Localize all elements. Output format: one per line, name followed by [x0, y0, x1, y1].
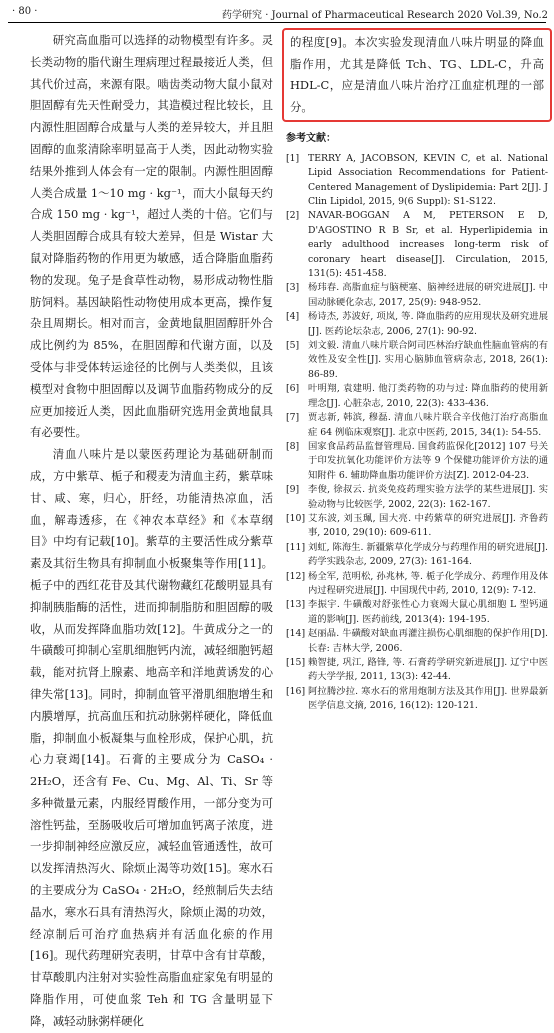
- reference-item: [286, 656, 548, 685]
- reference-number: [5]: [286, 340, 300, 352]
- reference-text: 艾东波, 刘玉珮, 国大亮. 中药紫草的研究进展[J]. 齐鲁药事, 2010, 29(10): 609-611.: [308, 512, 548, 539]
- reference-number: [16]: [286, 685, 306, 697]
- reference-number: [10]: [286, 512, 306, 524]
- reference-text: 李俊, 徐叔云. 抗炎免疫药理实验方法学的某些进展[J]. 实验动物与比较医学, 2002, 22(3): 162-167.: [308, 484, 548, 510]
- paragraph-herbal-ingredients: 清血八味片是以蒙医药理论为基础研制而成，方中紫草、栀子和稷麦为清血主药，紫草味甘、咸、寒，归心，肝经，功能清热凉血，活血，解毒透疹，在《神农本草经》和《本草纲目》中均有记载[10]。紫草的主要活性成分紫草素及其衍生物具有抑制血小板聚集等作用[11]。栀子中的西红花苷及其代谢物藏红花酸明显具有抑制胰脂酶的活性，进而抑制脂肪和胆固醇的吸收，从而发挥降血脂功效[12]。牛黄成分之一的牛磺酸可抑制心室肌细胞钙内流，减轻细胞钙超载，能对抗肾上腺素、地高辛和洋地黄诱发的心律失常[13]。同时，抑制血管平滑肌细胞增生和内膜增厚，抗高血压和抗动脉粥样硬化，降低血脂，抑制血小板凝集与血栓形成，保护心肌，抗心力衰竭[14]。石膏的主要成分为 CaSO₄ · 2H₂O，还含有 Fe、Cu、Mg、Al、Ti、Sr 等多种微量元素，内服经胃酸作用，一部分变为可溶性钙盐，至肠吸收后可增加血钙离子浓度，进一步抑制神经应激反应，减轻血管通透性，故可以发挥清热泻火、除烦止渴等功效[15]。寒水石的主要成分为 CaSO₄ · 2H₂O，经煎制后失去结晶水，寒水石具有清热泻火，除烦止渴的功效，经凉制后可治疗血热病并有活血化瘀的作用[16]。现代药理研究表明，甘草中含有甘草酸，甘草酸肌内注射对实验性高脂血症家兔有明显的降脂作用，可使血浆 Teh 和 TG 含量明显下降，减轻动脉粥样硬化: [30, 447, 273, 1028]
- reference-item: [286, 411, 548, 440]
- reference-text: 刘文毅. 清血八味片联合阿司匹林治疗缺血性脑血管病的有效性及安全性[J]. 实用心脑肺血管病杂志, 2018, 26(1): 86-89.: [308, 340, 548, 380]
- reference-number: [13]: [286, 599, 306, 611]
- reference-number: [1]: [286, 152, 300, 164]
- reference-text: 赖智捷, 巩江, 路锋, 等. 石膏药学研究新进展[J]. 辽宁中医药大学学报, 2011, 13(3): 42-44.: [308, 657, 548, 683]
- reference-text: 贾志新, 韩滨, 穆磊. 清血八味片联合辛伐他汀治疗高脂血症 64 例临床观察[J]. 北京中医药, 2015, 34(1): 54-55.: [308, 412, 548, 438]
- reference-item: [286, 440, 548, 483]
- reference-item: [286, 310, 548, 339]
- reference-text: 阿拉腾沙拉. 寒水石的常用炮制方法及其作用[J]. 世界最新医学信息文摘, 2016, 16(12): 120-121.: [308, 685, 548, 712]
- reference-item: [286, 483, 548, 512]
- reference-item: [286, 685, 548, 714]
- references-title: 参考文献：: [286, 133, 336, 144]
- reference-number: [9]: [286, 484, 300, 496]
- reference-number: [7]: [286, 412, 300, 424]
- reference-number: [2]: [286, 210, 300, 222]
- reference-number: [8]: [286, 440, 300, 452]
- reference-text: 杨全军, 范明松, 孙兆林, 等. 栀子化学成分、药理作用及体内过程研究进展[J]. 中国现代中药, 2010, 12(9): 7-12.: [308, 570, 548, 596]
- reference-item: [286, 339, 548, 382]
- reference-text: TERRY A, JACOBSON, KEVIN C, et al. National Lipid Association Recommendations for Patient-Centered Management of Dyslipidemia: Part 2[J]. J Clin Lipidol, 2015, 9(6 Suppl): S1-S122.: [308, 152, 548, 208]
- reference-number: [12]: [286, 570, 306, 582]
- references-list: [286, 152, 548, 714]
- reference-number: [15]: [286, 657, 306, 669]
- highlighted-conclusion: 的程度[9]。本次实验发现清血八味片明显的降血脂作用，尤其是降低 Tch、TG、LDL-C，升高 HDL-C，应是清血八味片治疗冮血症机理的一部分。: [282, 28, 552, 122]
- reference-item: [286, 281, 548, 310]
- reference-text: 叶明翔, 袁建明. 他汀类药物的功与过: 降血脂药的使用新理念[J]. 心脏杂志, 2010, 22(3): 433-436.: [308, 383, 548, 409]
- paragraph-animal-models: 研究高血脂可以选择的动物模型有许多。灵长类动物的脂代谢生理病理过程最接近人类，但其代价过高，来源有限。啮齿类动物大鼠小鼠对胆固醇有先天性耐受力，其造模过程比较长，且内源性胆固醇合成量与人类的差异较大，并且胆固醇的血浆清除率明显高于人类，因此动物实验结果外推到人体会有一定的限制。内源性胆固醇人类合成量 1～10 mg · kg⁻¹，而大小鼠每天约合成 150 mg · kg⁻¹，超过人类的十倍。它们与人类胆固醇合成具有较大差异，但是 Wistar 大鼠对降脂药物的作用更为敏感，适合降脂血脂药物的发现。兔子是食草性动物，易形成动物性脂肪饲料。基因缺陷性动物使用成本更高，操作复杂且周期长。相对而言，金黄地鼠胆固醇肝外合成比例约为 85%，在胆固醇和代谢方面，以及受体与非受体转运途径的比例与人类类似，且该模型对食物中胆固醇以及调节血脂药物成分的反应更加接近人类，因此血脂研究选用金黄地鼠具有必要性。: [30, 33, 273, 440]
- reference-text: 杨诗杰, 苏波好, 项岚, 等. 降血脂药的应用现状及研究进展[J]. 医药论坛杂志, 2006, 27(1): 90-92.: [308, 311, 548, 337]
- reference-item: [286, 382, 548, 411]
- reference-item: [286, 512, 548, 541]
- reference-text: 刘虹, 陈海生. 新疆紫草化学成分与药理作用的研究进展[J]. 药学实践杂志, 2009, 27(3): 161-164.: [308, 541, 548, 568]
- header-rule: [8, 22, 546, 23]
- page-number: · 80 ·: [12, 6, 38, 17]
- reference-item: [286, 598, 548, 627]
- reference-number: [4]: [286, 311, 300, 323]
- reference-number: [14]: [286, 628, 306, 640]
- reference-text: 国家食品药品监督管理局. 国食药监保化[2012] 107 号关于印发抗氧化功能评价方法等 9 个保健功能评价方法的通知附件 6. 辅助降血脂功能评价方法[Z]. 2012-04-23.: [308, 440, 548, 481]
- reference-item: [286, 209, 548, 281]
- left-column: [30, 30, 273, 1033]
- reference-text: 李振宇. 牛磺酸对舒张性心力衰竭大鼠心肌细胞 L 型钙通道的影响[J]. 医药前线, 2013(4): 194-195.: [308, 599, 548, 625]
- journal-header: 药学研究 · Journal of Pharmaceutical Research 2020 Vol.39, No.2: [222, 10, 548, 21]
- right-column: [286, 30, 548, 714]
- reference-item: [286, 570, 548, 599]
- reference-number: [11]: [286, 541, 306, 553]
- reference-number: [3]: [286, 282, 300, 294]
- reference-text: 杨玮春. 高脂血症与脑梗塞、脑神经进展的研究进展[J]. 中国动脉硬化杂志, 2017, 25(9): 948-952.: [308, 282, 548, 308]
- reference-item: [286, 541, 548, 570]
- reference-text: 赵丽晶. 牛磺酸对缺血再灌注损伤心肌细胞的保护作用[D]. 长春: 吉林大学, 2006.: [308, 628, 548, 654]
- reference-item: [286, 152, 548, 210]
- reference-item: [286, 627, 548, 656]
- reference-text: NAVAR-BOGGAN A M, PETERSON E D, D'AGOSTINO R B Sr, et al. Hyperlipidemia in early adulthood increases long-term risk of coronary heart disease[J]. Circulation, 2015, 131(5): 451-458.: [308, 210, 548, 280]
- reference-number: [6]: [286, 383, 300, 395]
